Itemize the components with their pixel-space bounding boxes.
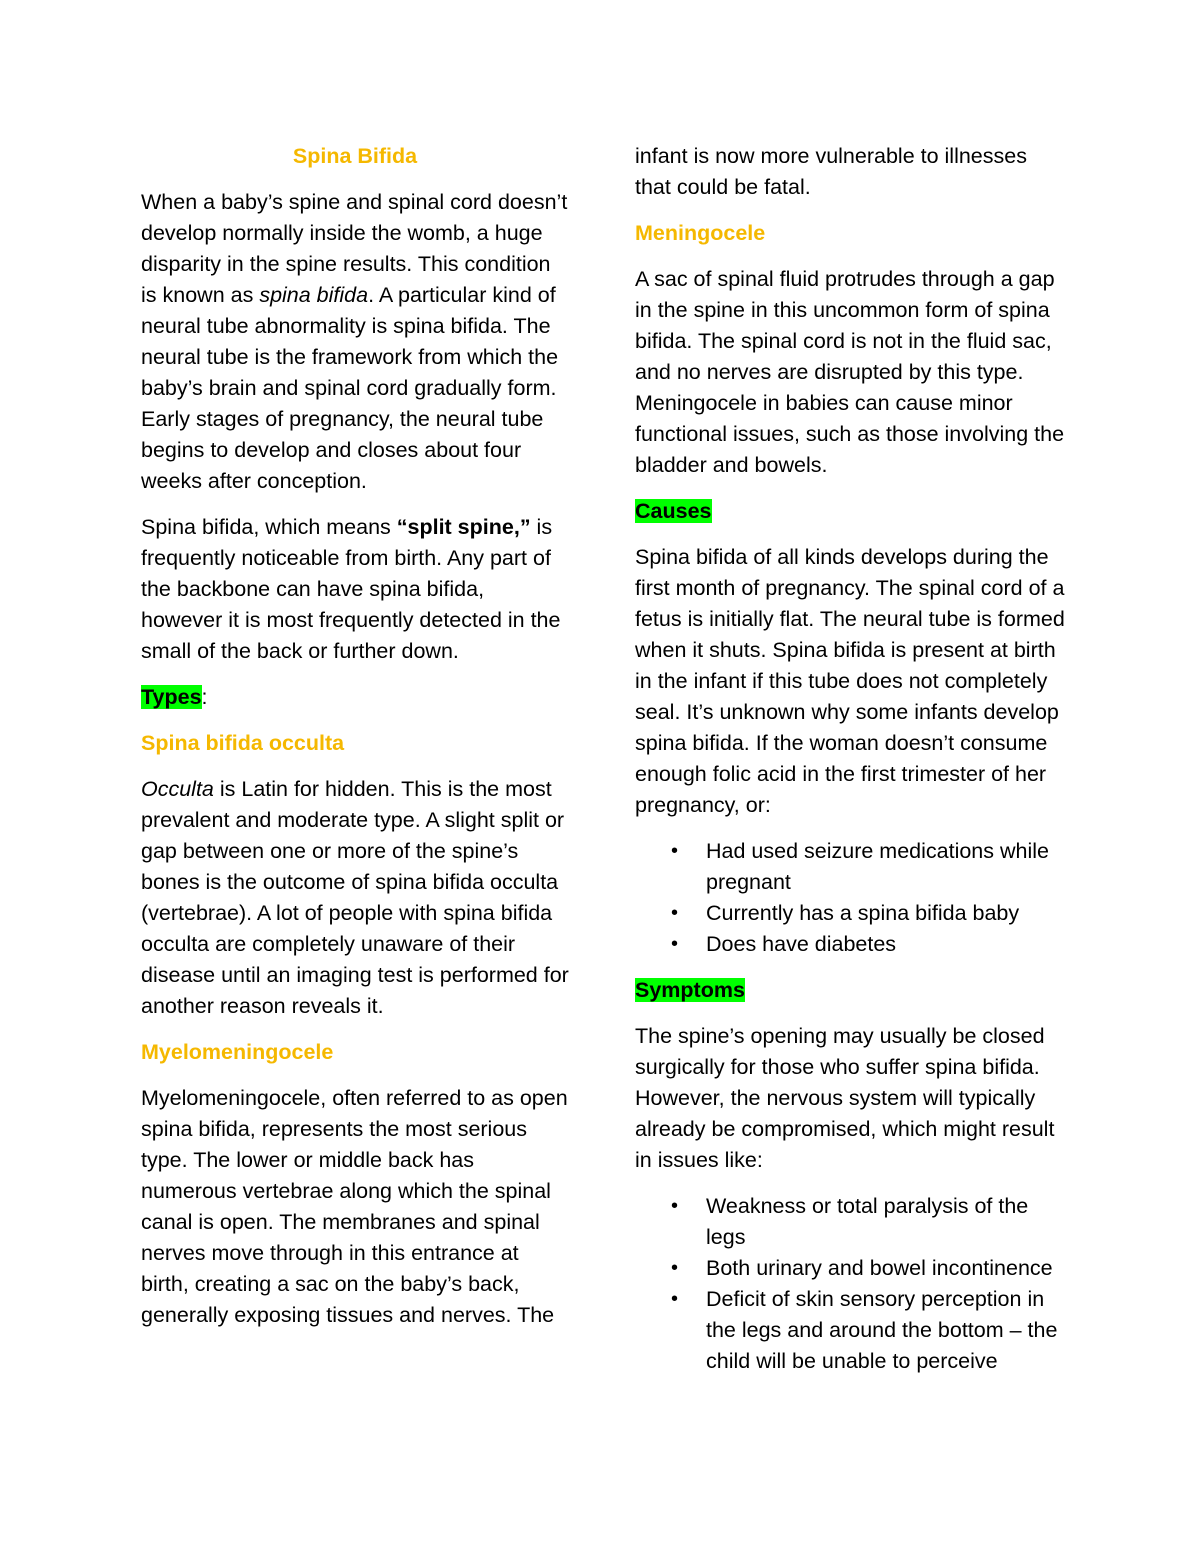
symptoms-label: Symptoms xyxy=(635,978,745,1002)
list-item xyxy=(635,929,1065,960)
list-item xyxy=(635,898,1065,929)
list-item-text: Does have diabetes xyxy=(706,932,897,956)
symptoms-list xyxy=(635,1191,1065,1377)
intro-paragraph xyxy=(141,187,569,497)
left-column xyxy=(141,141,569,1346)
list-item xyxy=(635,1191,1065,1253)
myelomeningocele-continued: infant is now more vulnerable to illnesses that could be fatal. xyxy=(635,144,1027,199)
occulta-paragraph xyxy=(141,774,569,1022)
occulta-italic: Occulta xyxy=(141,777,214,801)
list-item xyxy=(635,1253,1065,1284)
bullet-icon: • xyxy=(671,1195,679,1217)
bullet-icon: • xyxy=(671,902,679,924)
occulta-text: is Latin for hidden. This is the most prevalent and moderate type. A slight split or gap between one or more of the spine’s bones is the outcome of spina bifida occulta (vertebrae). A lot of people with spina bifida occulta are completely unaware of their disease until an imaging test is performed for another reason reveals it. xyxy=(141,777,569,1018)
bullet-icon: • xyxy=(671,840,679,862)
split-text-before: Spina bifida, which means xyxy=(141,515,397,539)
bullet-icon: • xyxy=(671,1257,679,1279)
bullet-icon: • xyxy=(671,1288,679,1310)
right-column xyxy=(635,141,1065,1392)
document-title: Spina Bifida xyxy=(292,144,418,168)
intro-text: When a baby’s spine and spinal cord doesn’t develop normally inside the womb, a huge disparity in the spine results. This condition is known as xyxy=(141,190,568,307)
occulta-heading: Spina bifida occulta xyxy=(141,731,345,755)
bullet-icon: • xyxy=(671,933,679,955)
myelomeningocele-heading: Myelomeningocele xyxy=(141,1040,334,1064)
intro-italic-term: spina bifida xyxy=(259,283,369,307)
list-item xyxy=(635,836,1065,898)
split-spine-paragraph xyxy=(141,512,569,667)
causes-list xyxy=(635,836,1065,960)
types-label: Types xyxy=(141,685,202,709)
split-spine-bold: “split spine,” xyxy=(396,515,531,539)
types-heading xyxy=(141,682,569,713)
list-item-text: Had used seizure medications while pregnant xyxy=(706,839,1049,894)
meningocele-heading: Meningocele xyxy=(635,221,766,245)
list-item-text: Weakness or total paralysis of the legs xyxy=(706,1194,1029,1249)
split-text-after: is frequently noticeable from birth. Any part of the backbone can have spina bifida, however it is most frequently detected in the small of the back or further down. xyxy=(141,515,561,663)
symptoms-heading xyxy=(635,975,1065,1006)
symptoms-paragraph: The spine’s opening may usually be closed surgically for those who suffer spina bifida. However, the nervous system will typically already be compromised, which might result in issues like: xyxy=(635,1024,1055,1172)
causes-label: Causes xyxy=(635,499,712,523)
intro-text-rest: . A particular kind of neural tube abnormality is spina bifida. The neural tube is the framework from which the baby’s brain and spinal cord gradually form. Early stages of pregnancy, the neural tube begins to develop and closes about four weeks after conception. xyxy=(141,283,559,493)
causes-heading xyxy=(635,496,1065,527)
list-item-text: Both urinary and bowel incontinence xyxy=(706,1256,1053,1280)
causes-paragraph: Spina bifida of all kinds develops during the first month of pregnancy. The spinal cord of a fetus is initially flat. The neural tube is formed when it shuts. Spina bifida is present at birth in the infant if this tube does not completely seal. It’s unknown why some infants develop spina bifida. If the woman doesn’t consume enough folic acid in the first trimester of her pregnancy, or: xyxy=(635,545,1065,817)
list-item-text: Currently has a spina bifida baby xyxy=(706,901,1020,925)
myelomeningocele-paragraph: Myelomeningocele, often referred to as open spina bifida, represents the most serious type. The lower or middle back has numerous vertebrae along which the spinal canal is open. The membranes and spinal nerves move through in this entrance at birth, creating a sac on the baby’s back, generally exposing tissues and nerves. The xyxy=(141,1086,568,1327)
list-item xyxy=(635,1284,1065,1377)
meningocele-paragraph: A sac of spinal fluid protrudes through a gap in the spine in this uncommon form of spina bifida. The spinal cord is not in the fluid sac, and no nerves are disrupted by this type. Meningocele in babies can cause minor functional issues, such as those involving the bladder and bowels. xyxy=(635,267,1065,477)
list-item-text: Deficit of skin sensory perception in the legs and around the bottom – the child will be unable to perceive xyxy=(706,1287,1058,1373)
types-colon: : xyxy=(201,685,208,709)
